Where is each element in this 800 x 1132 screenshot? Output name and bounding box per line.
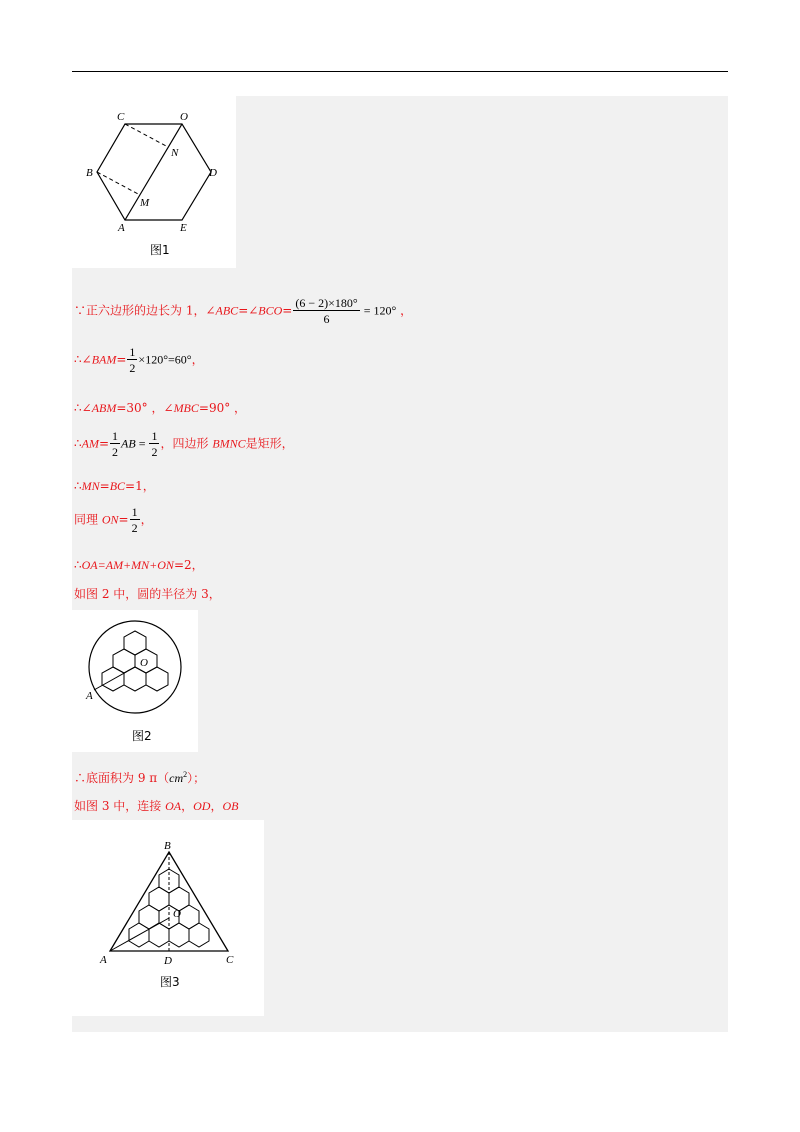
fig1-label-n: N	[171, 147, 179, 159]
l4-prefix: ∴	[74, 436, 82, 451]
l9-sup: 2	[183, 770, 188, 779]
text-line-10	[74, 797, 238, 814]
fig3-label-o: O	[173, 908, 181, 920]
fig2-label-a: A	[86, 690, 93, 702]
text-line-7	[74, 556, 204, 573]
l4-fraction-1	[110, 430, 120, 458]
figure-1-diagram	[72, 96, 236, 268]
fig1-label-b: B	[86, 167, 93, 179]
l4-den2: 2	[151, 445, 158, 459]
header-rule	[72, 71, 728, 72]
text-line-1	[74, 297, 412, 325]
text-line-3	[74, 399, 246, 416]
l7-expr: OA=AM+MN+ON	[81, 558, 174, 572]
l7-tail: =2，	[173, 558, 204, 572]
l2-prefix: ∴∠	[74, 352, 92, 367]
figure-2	[72, 610, 198, 752]
l4-eq2: =	[135, 436, 149, 451]
l6-tail: ，	[140, 512, 153, 527]
text-line-5	[74, 477, 155, 494]
fig2-label-o: O	[140, 657, 148, 669]
l2-tail: ，	[191, 352, 204, 367]
text-line-6	[74, 506, 153, 534]
l4-den1: 2	[112, 445, 119, 459]
l6-fraction	[130, 506, 140, 534]
l3-mbc: MBC	[173, 401, 199, 415]
fig2-caption: 图2	[132, 729, 152, 743]
l10-ob: OB	[222, 799, 239, 813]
l1-eq: =∠	[238, 303, 259, 318]
l7-prefix: ∴	[74, 558, 82, 572]
l3-tail: =90° ，	[198, 401, 247, 415]
l2-den: 2	[129, 361, 136, 375]
text-line-2	[74, 346, 204, 374]
l10-sep2: ，	[210, 799, 223, 813]
fig1-caption: 图1	[150, 243, 170, 257]
l9-prefix: ∴底面积为 9 π（	[74, 771, 170, 785]
l4-mid: ，四边形	[160, 436, 213, 451]
figure-3	[72, 820, 264, 1016]
text-line-8	[74, 585, 221, 602]
l1-den: 6	[323, 312, 330, 326]
l6-on: ON	[101, 512, 119, 527]
l2-fraction	[127, 346, 137, 374]
fig1-label-e: E	[180, 222, 187, 234]
l4-am: AM	[81, 436, 99, 451]
fig3-label-c: C	[226, 954, 234, 966]
l3-mid: =30° ，∠	[116, 401, 174, 415]
fig1-label-c: C	[117, 111, 125, 123]
l1-abc: ABC	[215, 303, 239, 318]
text-line-4	[74, 430, 294, 458]
l3-abm: ABM	[91, 401, 117, 415]
l4-fraction-2	[149, 430, 159, 458]
l10-oa: OA	[165, 799, 182, 813]
l10-od: OD	[193, 799, 211, 813]
figure-2-diagram	[72, 610, 198, 752]
l6-eq: =	[118, 512, 129, 527]
l10-prefix: 如图 3 中，连接	[74, 799, 166, 813]
l5-mn: MN	[81, 479, 100, 493]
fig3-label-a: A	[100, 954, 107, 966]
l4-bmnc: BMNC	[212, 436, 246, 451]
l4-eq: =	[98, 436, 110, 451]
l5-eq: =	[99, 479, 110, 493]
l8-text: 如图 2 中，圆的半径为 3，	[74, 587, 221, 601]
l1-prefix: ∵正六边形的边长为 1，∠	[74, 303, 216, 318]
fig1-label-a: A	[118, 222, 125, 234]
l2-result: ×120°=60°	[138, 352, 192, 367]
l4-ab: AB	[121, 436, 136, 451]
l2-num: 1	[129, 345, 136, 359]
l4-num1: 1	[112, 429, 119, 443]
l3-prefix: ∴∠	[74, 401, 92, 415]
l6-den: 2	[131, 521, 138, 535]
fig3-caption: 图3	[160, 975, 180, 989]
figure-1	[72, 96, 236, 268]
l1-fraction	[293, 297, 359, 325]
l5-prefix: ∴	[74, 479, 82, 493]
l9-tail: ）；	[187, 771, 206, 785]
l4-tail: 是矩形，	[245, 436, 294, 451]
l2-bam: BAM	[91, 352, 117, 367]
fig1-label-d: D	[209, 167, 217, 179]
l1-bco: BCO	[258, 303, 283, 318]
l4-num2: 1	[151, 429, 158, 443]
l1-eq2: =	[282, 303, 293, 318]
fig3-label-d: D	[164, 955, 172, 967]
figure-3-diagram	[72, 820, 264, 1016]
l1-result: = 120°	[360, 303, 397, 318]
fig1-label-o: O	[180, 111, 188, 123]
fig3-label-b: B	[164, 840, 171, 852]
l6-num: 1	[131, 505, 138, 519]
fig1-label-m: M	[140, 197, 150, 209]
text-line-9	[74, 769, 205, 786]
l5-bc: BC	[109, 479, 126, 493]
l2-eq: =	[116, 352, 127, 367]
l10-sep1: ，	[181, 799, 194, 813]
l9-unit: cm	[169, 771, 184, 785]
l1-tail: ，	[396, 303, 413, 318]
l5-tail: =1，	[125, 479, 155, 493]
l1-num: (6 − 2)×180°	[295, 296, 358, 310]
l6-prefix: 同理	[74, 512, 102, 527]
